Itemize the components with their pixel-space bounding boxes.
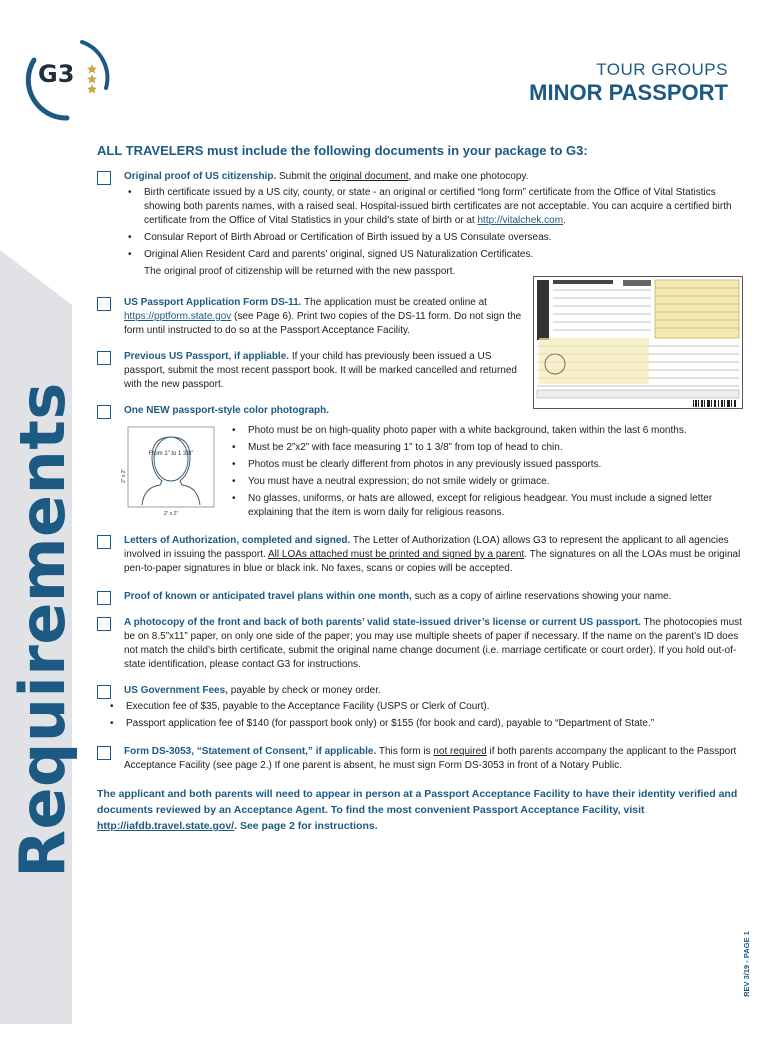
- ds11-desc-a: The application must be created online at: [301, 297, 487, 308]
- previous-desc: If your child has previously been issued a US passport, submit the most recent passport book. It will be marked cancelled and returned with the new passport.: [124, 351, 517, 390]
- photo-title: [124, 404, 742, 418]
- section-loa: [97, 534, 742, 576]
- revision-label: REV 3/19 - PAGE 1: [742, 931, 751, 997]
- fees-desc: payable by check or money order.: [227, 685, 381, 696]
- checkbox-previous-passport[interactable]: [97, 351, 111, 365]
- previous-title: Previous US Passport, if appliable.: [124, 351, 290, 362]
- list-item: [228, 424, 743, 438]
- previous-text: [124, 350, 527, 392]
- fees-text: [124, 684, 742, 731]
- list-item: [106, 700, 742, 714]
- footer-text: The applicant and both parents will need to appear in person at a Passport Acceptance Facility to have their identity verified and documents reviewed by an Acceptance Agent. To find the most convenient Passport Acceptance Facility, visit: [97, 788, 738, 816]
- citizenship-desc-b: , and make one photocopy.: [408, 171, 529, 182]
- diagram-face-label: From 1” to 1 3/8”: [148, 451, 194, 457]
- ds11-text: [124, 296, 527, 338]
- loa-desc-b: . The signatures on all the LOAs must be original pen-to-paper signatures in blue or black ink. No faxes, scans or copies will be accepted.: [124, 549, 741, 574]
- g3-logo: [20, 30, 115, 125]
- list-item: [228, 475, 743, 489]
- fees-b2-text: Passport application fee of $140 (for passport book only) or $155 (for book and card), payable to “Department of State.”: [126, 718, 655, 729]
- fees-title: US Government Fees,: [124, 685, 228, 696]
- ds3053-desc-a: This form is: [376, 746, 434, 757]
- list-item: [106, 717, 742, 731]
- diagram-bottom-label: 2” x 2”: [163, 511, 179, 517]
- fees-list: [106, 700, 742, 731]
- loa-title: Letters of Authorization, completed and signed.: [124, 535, 351, 546]
- pptform-link[interactable]: https://pptform.state.gov: [124, 311, 232, 322]
- sidebar-label: Requirements: [6, 382, 79, 878]
- section-previous-passport: [97, 350, 527, 392]
- diagram-side-label: 2” x 2”: [121, 468, 127, 483]
- list-item: [228, 441, 743, 455]
- checkbox-citizenship[interactable]: [97, 171, 111, 185]
- list-item: [124, 231, 742, 245]
- iafdb-link[interactable]: http://iafdb.travel.state.gov/: [97, 820, 235, 832]
- photo-b3-text: Photos must be clearly different from photos in any previously issued passports.: [248, 459, 602, 470]
- ds3053-desc-underline: not required: [433, 746, 487, 757]
- travel-title: Proof of known or anticipated travel plans within one month,: [124, 591, 412, 602]
- citizenship-b2-text: Consular Report of Birth Abroad or Certification of Birth issued by a US Consulate overseas.: [144, 232, 552, 243]
- citizenship-list: [124, 186, 742, 262]
- citizenship-desc-underline: original document: [329, 171, 409, 182]
- loa-text: [124, 534, 742, 576]
- ds3053-desc-b: if both parents accompany the applicant to the Passport Acceptance Facility (see page 2.) If one parent is absent, he must sign Form DS-3053 in front of a Notary Public.: [124, 746, 737, 771]
- license-title: A photocopy of the front and back of both parents’ valid state-issued driver’s license or current US passport.: [124, 617, 641, 628]
- checkbox-travel-plans[interactable]: [97, 591, 111, 605]
- citizenship-text: [124, 170, 742, 279]
- checkbox-fees[interactable]: [97, 685, 111, 699]
- citizenship-b1-end: .: [563, 215, 566, 226]
- section-travel-plans: [97, 590, 742, 604]
- section-ds11: [97, 296, 527, 338]
- ds11-title: US Passport Application Form DS-11.: [124, 297, 302, 308]
- page-title: MINOR PASSPORT: [529, 80, 728, 105]
- photo-b4-text: You must have a neutral expression; do not smile widely or grimace.: [248, 476, 550, 487]
- photo-b5-text: No glasses, uniforms, or hats are allowed, except for religious headgear. You must include a signed letter explaining that the item is worn daily for religious reasons.: [248, 493, 713, 518]
- list-item: [124, 186, 742, 228]
- photo-b2-text: Must be 2”x2” with face measuring 1” to 1 3/8” from top of head to chin.: [248, 442, 563, 453]
- intro-heading: ALL TRAVELERS must include the following documents in your package to G3:: [97, 143, 588, 158]
- checkbox-loa[interactable]: [97, 535, 111, 549]
- checkbox-ds11[interactable]: [97, 297, 111, 311]
- ds3053-title: Form DS-3053, “Statement of Consent,” if applicable.: [124, 746, 377, 757]
- checkbox-photo[interactable]: [97, 405, 111, 419]
- section-ds3053: [97, 745, 742, 773]
- travel-desc: such as a copy of airline reservations showing your name.: [411, 591, 672, 602]
- footer-note: [97, 786, 742, 834]
- ds11-form-thumbnail: [533, 276, 743, 409]
- citizenship-title: Original proof of US citizenship.: [124, 171, 277, 182]
- citizenship-b3-text: Original Alien Resident Card and parents’ original, signed US Naturalization Certificates.: [144, 249, 534, 260]
- checkbox-parent-id[interactable]: [97, 617, 111, 631]
- citizenship-desc-a: Submit the: [276, 171, 330, 182]
- citizenship-b1-text: Birth certificate issued by a US city, county, or state - an original or certified “long form” certificate from the Office of Vital Statistics showing both parents names, with a raised seal. Hospital-issued birth certificates are not acceptable. You can acquire a certified birth certificate from the Office of Vital Statistics in your child’s state of birth or at: [144, 187, 732, 226]
- travel-text: [124, 590, 742, 604]
- fees-b1-text: Execution fee of $35, payable to the Acceptance Facility (USPS or Clerk of Court).: [126, 701, 490, 712]
- loa-desc-a: The Letter of Authorization (LOA) allows G3 to represent the applicant to all agencies involved in issuing the passport.: [124, 535, 729, 560]
- license-desc: The photocopies must be on 8.5”x11” paper, on only one side of the paper; you may use multiple sheets of paper if necessary. If the name on the parent’s ID does not match the child’s birth certificate, submit the original name change document (i.e. marriage certificate or court order). If you hold out-of-state identification, please contact G3 for instructions.: [124, 617, 742, 670]
- citizenship-note: The original proof of citizenship will be returned with the new passport.: [144, 266, 456, 277]
- vitalchek-link[interactable]: http://vitalchek.com: [477, 215, 564, 226]
- checkbox-ds3053[interactable]: [97, 746, 111, 760]
- section-parent-id: [97, 616, 742, 672]
- logo-text: G3: [38, 60, 75, 88]
- loa-desc-underline: All LOAs attached must be printed and signed by a parent: [267, 549, 525, 560]
- photo-list: [228, 424, 743, 520]
- section-citizenship: [97, 170, 742, 279]
- list-item: [228, 492, 743, 520]
- list-item: [124, 248, 742, 262]
- header-subtitle: TOUR GROUPS: [596, 60, 728, 79]
- photo-size-diagram: [122, 425, 217, 517]
- ds11-desc-b: (see Page 6). Print two copies of the DS-11 form. Do not sign the form until instructed to do so at the Passport Acceptance Facility.: [124, 311, 522, 336]
- photo-title-text: One NEW passport-style color photograph.: [124, 405, 330, 416]
- photo-b1-text: Photo must be on high-quality photo paper with a white background, taken within the last 6 months.: [248, 425, 687, 436]
- license-text: [124, 616, 742, 672]
- section-fees: [97, 684, 742, 734]
- ds3053-text: [124, 745, 742, 773]
- list-item: [228, 458, 743, 472]
- footer-text-end: . See page 2 for instructions.: [234, 820, 378, 832]
